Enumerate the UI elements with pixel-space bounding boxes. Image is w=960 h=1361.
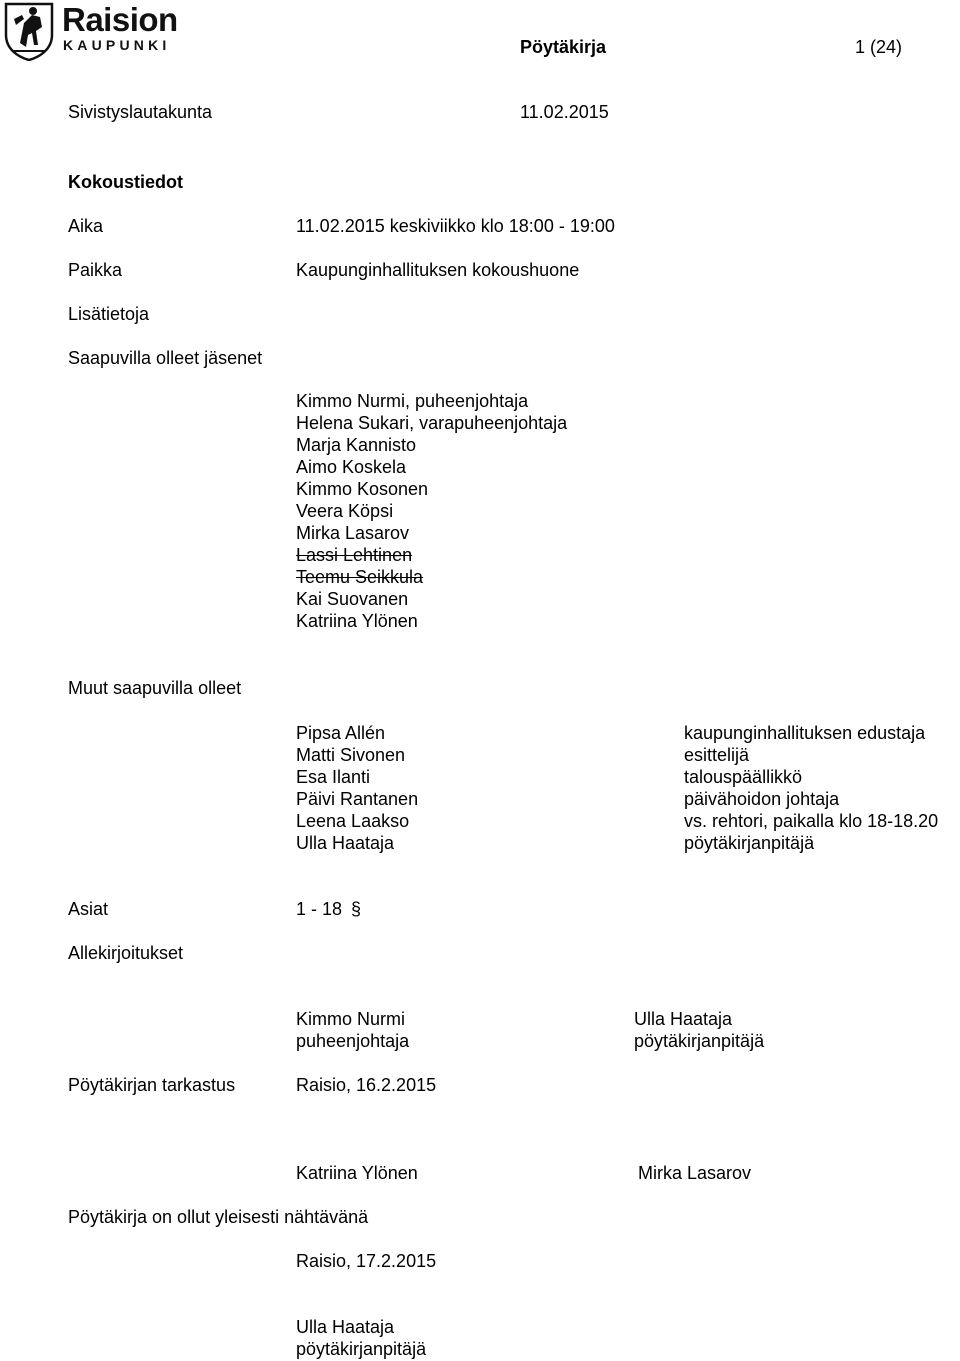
other-person-name: Pipsa Allén — [296, 723, 386, 743]
other-person-name: Päivi Rantanen — [296, 789, 419, 809]
signer2-name: Ulla Haataja — [634, 1009, 733, 1029]
signatures-label: Allekirjoitukset — [68, 943, 184, 963]
member-item: Aimo Koskela — [296, 457, 407, 477]
review-label: Pöytäkirjan tarkastus — [68, 1075, 236, 1095]
doc-type: Pöytäkirja — [520, 37, 607, 57]
signer1-role: puheenjohtaja — [296, 1031, 410, 1051]
other-person-name: Esa Ilanti — [296, 767, 371, 787]
logo-wordmark: Raision — [62, 1, 178, 38]
members-list — [296, 390, 567, 632]
coat-of-arms-icon — [2, 1, 56, 61]
member-item-absent: Lassi Lehtinen — [296, 545, 413, 565]
member-item: Kai Suovanen — [296, 589, 409, 609]
reviewer1-name: Katriina Ylönen — [296, 1163, 418, 1183]
other-person-role: päivähoidon johtaja — [684, 789, 840, 809]
member-item-absent: Teemu Seikkula — [296, 567, 424, 587]
member-item: Mirka Lasarov — [296, 523, 410, 543]
other-person-name: Leena Laakso — [296, 811, 410, 831]
member-item: Helena Sukari, varapuheenjohtaja — [296, 413, 568, 433]
page-number: 1 (24) — [855, 37, 903, 57]
member-item: Veera Köpsi — [296, 501, 394, 521]
logo-subtitle: KAUPUNKI — [63, 37, 171, 53]
other-person-name: Ulla Haataja — [296, 833, 395, 853]
signer1-name: Kimmo Nurmi — [296, 1009, 406, 1029]
review-place-date: Raisio, 16.2.2015 — [296, 1075, 437, 1095]
member-item: Marja Kannisto — [296, 435, 417, 455]
others-roles — [684, 722, 938, 854]
reviewer2-name: Mirka Lasarov — [638, 1163, 752, 1183]
items-value — [296, 898, 361, 920]
publication-label: Pöytäkirja on ollut yleisesti nähtävänä — [68, 1207, 369, 1227]
section-symbol: § — [351, 899, 362, 919]
others-names — [296, 722, 418, 854]
other-person-role: pöytäkirjanpitäjä — [684, 833, 815, 853]
other-person-role: kaupunginhallituksen edustaja — [684, 723, 926, 743]
logo — [0, 0, 215, 62]
members-label: Saapuvilla olleet jäsenet — [68, 348, 263, 368]
other-person-role: talouspäällikkö — [684, 767, 803, 787]
items-range: 1 - 18 — [296, 899, 343, 919]
publication-signer-name: Ulla Haataja — [296, 1317, 395, 1337]
header-date: 11.02.2015 — [520, 102, 609, 122]
member-item: Kimmo Kosonen — [296, 479, 429, 499]
place-value: Kaupunginhallituksen kokoushuone — [296, 260, 580, 280]
committee-name: Sivistyslautakunta — [68, 102, 213, 122]
member-item: Kimmo Nurmi, puheenjohtaja — [296, 391, 529, 411]
other-person-role: esittelijä — [684, 745, 750, 765]
signer2-role: pöytäkirjanpitäjä — [634, 1031, 765, 1051]
other-person-role: vs. rehtori, paikalla klo 18-18.20 — [684, 811, 939, 831]
publication-signer-role: pöytäkirjanpitäjä — [296, 1339, 427, 1359]
time-value: 11.02.2015 keskiviikko klo 18:00 - 19:00 — [296, 216, 615, 236]
section-title: Kokoustiedot — [68, 172, 183, 192]
place-label: Paikka — [68, 260, 123, 280]
items-label: Asiat — [68, 899, 109, 919]
publication-place-date: Raisio, 17.2.2015 — [296, 1251, 437, 1271]
other-person-name: Matti Sivonen — [296, 745, 406, 765]
others-label: Muut saapuvilla olleet — [68, 678, 242, 698]
info-label: Lisätietoja — [68, 304, 150, 324]
member-item: Katriina Ylönen — [296, 611, 418, 631]
time-label: Aika — [68, 216, 104, 236]
